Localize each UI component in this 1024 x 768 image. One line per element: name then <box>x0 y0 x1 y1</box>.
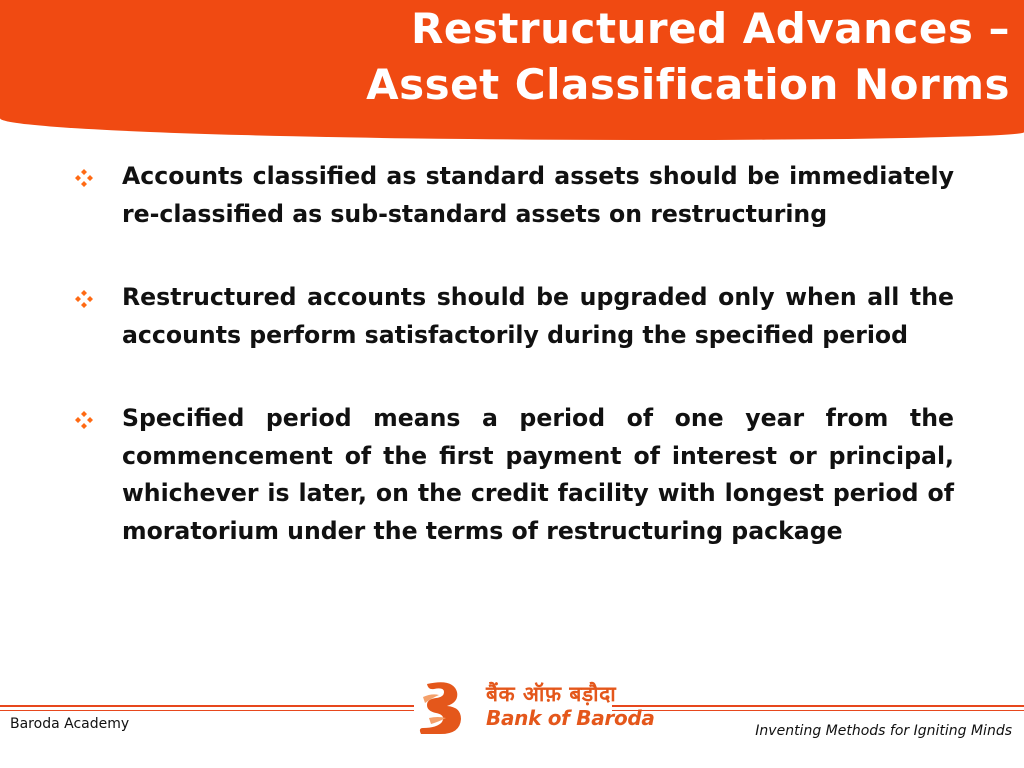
footer-rule-left-thin <box>0 710 414 711</box>
slide-title <box>110 1 1010 113</box>
bank-of-baroda-logo-icon <box>414 680 480 738</box>
logo-text-hindi: बैंक ऑफ़ बड़ौदा <box>486 682 617 706</box>
logo-text-english: Bank of Baroda <box>486 706 655 730</box>
bullet-text: Accounts classified as standard assets should be immediately re-classified as sub-standard assets on restructuring <box>122 162 954 228</box>
footer-left-label: Baroda Academy <box>10 716 130 732</box>
footer-rule-right <box>612 705 1024 707</box>
four-diamond-bullet-icon <box>74 168 94 188</box>
footer-rule-right-thin <box>612 710 1024 711</box>
slide-title-line-1: Restructured Advances – <box>411 4 1010 53</box>
footer-rule-left <box>0 705 414 707</box>
four-diamond-bullet-icon <box>74 289 94 309</box>
bullet-list <box>74 158 954 550</box>
bullet-item <box>74 158 954 233</box>
footer-tagline: Inventing Methods for Igniting Minds <box>755 723 1012 739</box>
bullet-item <box>74 279 954 354</box>
four-diamond-bullet-icon <box>74 410 94 430</box>
bullet-text: Specified period means a period of one year from the commencement of the first payment of interest or principal, whichever is later, on the credit facility with longest period of moratorium under the terms of restructuring package <box>122 404 954 545</box>
slide-title-line-2: Asset Classification Norms <box>366 60 1010 109</box>
bullet-text: Restructured accounts should be upgraded only when all the accounts perform satisfactorily during the specified period <box>122 283 954 349</box>
bullet-item <box>74 400 954 550</box>
